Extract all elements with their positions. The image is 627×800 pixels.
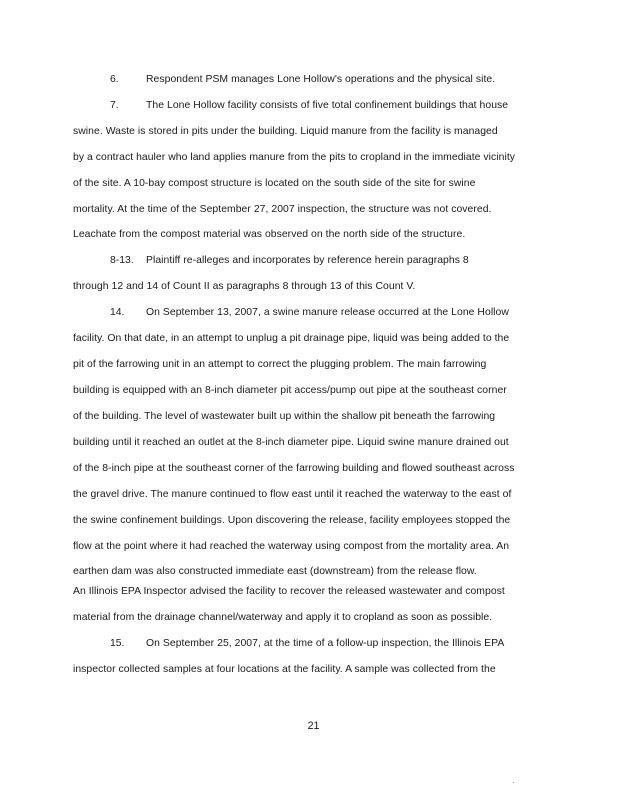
paragraph-line: The Lone Hollow facility consists of five total confinement buildings that house <box>146 100 509 111</box>
paragraph-line: An Illinois EPA Inspector advised the facility to recover the released wastewater and compost <box>73 586 505 597</box>
paragraph-line: flow at the point where it had reached the waterway using compost from the mortality area. An <box>73 541 510 552</box>
paragraph-line: building until it reached an outlet at the 8-inch diameter pipe. Liquid swine manure drained out <box>73 437 509 448</box>
scan-speck <box>513 782 514 783</box>
paragraph-number: 6. <box>110 74 119 85</box>
paragraph-line: On September 25, 2007, at the time of a follow-up inspection, the Illinois EPA <box>146 638 505 649</box>
paragraph-line: mortality. At the time of the September 27, 2007 inspection, the structure was not covered. <box>73 204 492 215</box>
paragraph-line: earthen dam was also constructed immediate east (downstream) from the release flow. <box>73 566 477 577</box>
paragraph-line: of the site. A 10-bay compost structure is located on the south side of the site for swine <box>73 178 476 189</box>
paragraph-line: material from the drainage channel/waterway and apply it to cropland as soon as possible. <box>73 612 493 623</box>
paragraph-line: Leachate from the compost material was observed on the north side of the structure. <box>73 229 466 240</box>
paragraph-line: the swine confinement buildings. Upon discovering the release, facility employees stopped the <box>73 515 511 526</box>
paragraph-number: 14. <box>110 307 125 318</box>
paragraph-line: Plaintiff re-alleges and incorporates by reference herein paragraphs 8 <box>146 255 469 266</box>
paragraph-line: facility. On that date, in an attempt to unplug a pit drainage pipe, liquid was being added to the <box>73 333 510 344</box>
paragraph-line: building is equipped with an 8-inch diameter pit access/pump out pipe at the southeast corner <box>73 385 507 396</box>
paragraph-line: of the 8-inch pipe at the southeast corner of the farrowing building and flowed southeast across <box>73 463 515 474</box>
paragraph-line: On September 13, 2007, a swine manure release occurred at the Lone Hollow <box>146 307 509 318</box>
paragraph-number: 8-13. <box>110 255 134 266</box>
page-number: 21 <box>307 720 320 732</box>
paragraph-line: of the building. The level of wastewater built up within the shallow pit beneath the farrowing <box>73 411 496 422</box>
paragraph-line: swine. Waste is stored in pits under the building. Liquid manure from the facility is managed <box>73 126 498 137</box>
paragraph-line: Respondent PSM manages Lone Hollow's operations and the physical site. <box>146 74 496 85</box>
paragraph-number: 15. <box>110 638 125 649</box>
paragraph-line: pit of the farrowing unit in an attempt to correct the plugging problem. The main farrowing <box>73 359 487 370</box>
paragraph-line: through 12 and 14 of Count II as paragraphs 8 through 13 of this Count V. <box>73 281 416 292</box>
paragraph-line: the gravel drive. The manure continued to flow east until it reached the waterway to the east of <box>73 489 512 500</box>
paragraph-line: by a contract hauler who land applies manure from the pits to cropland in the immediate vicinity <box>73 152 516 163</box>
paragraph-number: 7. <box>110 100 119 111</box>
paragraph-line: inspector collected samples at four locations at the facility. A sample was collected from the <box>73 664 496 675</box>
